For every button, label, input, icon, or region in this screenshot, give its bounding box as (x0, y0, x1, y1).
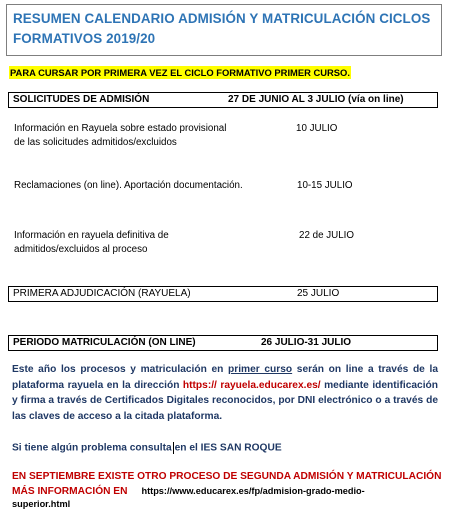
adjudicacion-date: 25 JULIO (297, 288, 340, 299)
solicitudes-row (8, 92, 438, 108)
first-course-note: PARA CURSAR POR PRIMERA VEZ EL CICLO FORMATIVO PRIMER CURSO. (10, 67, 350, 78)
item-reclamaciones-line1: Reclamaciones (on line). Aportación documentación. (14, 180, 243, 191)
paragraph-text-3: mediante identificación y firma a través de Certificados Digitales reconocidos, por DNI electrónico o a través de las claves de acceso a la citada plataforma. (12, 379, 439, 422)
more-info-label: MÁS INFORMACIÓN EN (12, 486, 128, 497)
item-definitiva (14, 229, 169, 257)
matriculacion-paragraph (12, 362, 438, 424)
rayuela-link[interactable]: https:// rayuela.educarex.es/ (182, 379, 321, 391)
adjudicacion-row (8, 286, 438, 302)
title-box (6, 4, 442, 56)
item-reclamaciones (14, 179, 243, 193)
paragraph-text-2: serán on line a través de la plataforma rayuela en la dirección (12, 364, 438, 391)
adjudicacion-label: PRIMERA ADJUDICACIÓN (RAYUELA) (13, 288, 191, 299)
item-provisional-line2: de las solicitudes admitidos/excluidos (14, 137, 177, 148)
september-notice: EN SEPTIEMBRE EXISTE OTRO PROCESO DE SEGUNDA ADMISIÓN Y MATRICULACIÓN (12, 471, 442, 482)
solicitudes-dates: 27 DE JUNIO AL 3 JULIO (vía on line) (228, 94, 404, 105)
item-provisional (14, 122, 226, 150)
educarex-link-continued[interactable]: superior.html (12, 499, 71, 509)
matriculacion-dates: 26 JULIO-31 JULIO (261, 337, 352, 348)
item-definitiva-line2: admitidos/excluidos al proceso (14, 244, 148, 255)
matriculacion-row (8, 335, 438, 351)
text-cursor (173, 442, 174, 454)
item-provisional-line1: Información en Rayuela sobre estado provisional (14, 123, 227, 134)
paragraph-underlined: primer curso (228, 364, 293, 375)
item-definitiva-date: 22 de JULIO (299, 230, 355, 241)
item-provisional-date: 10 JULIO (296, 123, 338, 134)
contact-after: en el IES SAN ROQUE (174, 442, 282, 454)
title-line-1: RESUMEN CALENDARIO ADMISIÓN Y MATRICULACIÓN CICLOS (13, 11, 431, 26)
contact-before: Si tiene algún problema consulta (12, 442, 172, 454)
item-reclamaciones-date: 10-15 JULIO (297, 180, 353, 191)
title-line-2: FORMATIVOS 2019/20 (13, 31, 156, 46)
contact-line (12, 442, 282, 454)
matriculacion-label: PERIODO MATRICULACIÓN (ON LINE) (13, 337, 196, 348)
educarex-link[interactable]: https://www.educarex.es/fp/admision-grado-medio- (141, 486, 365, 496)
solicitudes-label: SOLICITUDES DE ADMISIÓN (13, 94, 150, 105)
paragraph-text-1: Este año los procesos y matriculación en (12, 364, 229, 375)
item-definitiva-line1: Información en rayuela definitiva de (14, 230, 169, 241)
more-info-line (12, 484, 365, 499)
